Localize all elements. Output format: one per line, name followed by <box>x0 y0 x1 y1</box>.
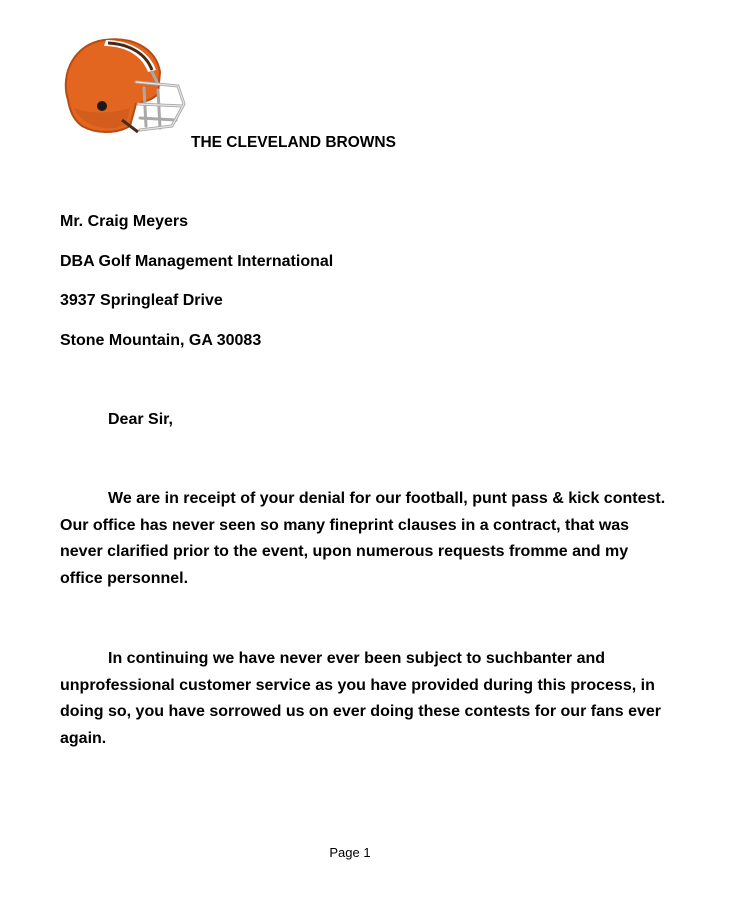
paragraph-line: We are in receipt of your denial for our football, punt pass & kick contest. <box>108 490 666 507</box>
recipient-city-state-zip: Stone Mountain, GA 30083 <box>60 332 262 349</box>
paragraph-line: Our office has never seen so many fineprint clauses in a contract, that was <box>60 516 630 534</box>
body-paragraph-2 <box>60 646 700 752</box>
salutation: Dear Sir, <box>108 411 173 428</box>
recipient-company: DBA Golf Management International <box>60 253 334 270</box>
recipient-name: Mr. Craig Meyers <box>60 213 189 230</box>
paragraph-line: office personnel. <box>60 569 189 587</box>
football-helmet-icon <box>60 34 188 138</box>
recipient-street: 3937 Springleaf Drive <box>60 292 223 309</box>
letterhead-team-name: THE CLEVELAND BROWNS <box>191 134 396 151</box>
page-number: Page 1 <box>329 845 371 860</box>
paragraph-line: unprofessional customer service as you have provided during this process, in <box>60 676 655 694</box>
paragraph-line: doing so, you have sorrowed us on ever doing these contests for our fans ever <box>60 703 662 720</box>
body-paragraph-1 <box>60 486 700 592</box>
paragraph-line: never clarified prior to the event, upon numerous requests fromme and my <box>60 543 629 560</box>
paragraph-line: again. <box>60 729 107 747</box>
paragraph-line: In continuing we have never ever been subject to suchbanter and <box>108 650 606 667</box>
